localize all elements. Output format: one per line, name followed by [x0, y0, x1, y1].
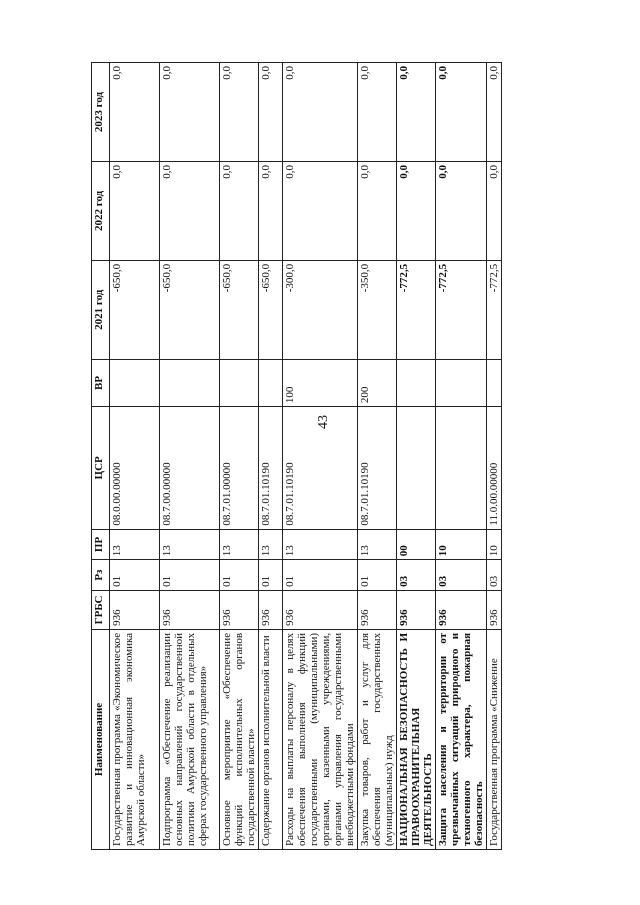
- cell-name: Государственная программа «Снижение: [487, 629, 502, 849]
- table-row: [487, 63, 502, 850]
- cell-vr: [397, 359, 436, 406]
- cell-y2021: -772,5: [487, 260, 502, 359]
- cell-rz: 01: [160, 560, 220, 591]
- cell-grbs: 936: [110, 590, 160, 629]
- cell-rz: 01: [220, 560, 259, 591]
- header-csr: ЦСР: [92, 407, 110, 530]
- cell-grbs: 936: [160, 590, 220, 629]
- cell-vr: [487, 359, 502, 406]
- cell-grbs: 936: [397, 590, 436, 629]
- cell-y2022: 0,0: [397, 161, 436, 260]
- cell-rz: 01: [283, 560, 358, 591]
- table-body: [110, 63, 502, 850]
- cell-y2023: 0,0: [436, 63, 487, 162]
- cell-name: Государственная программа «Экономическое развитие и инновационная экономика Амурской области»: [110, 629, 160, 849]
- cell-y2021: -772,5: [397, 260, 436, 359]
- cell-csr: 11.0.00.00000: [487, 407, 502, 530]
- cell-csr: 08.7.01.10190: [283, 407, 358, 530]
- cell-vr: [259, 359, 283, 406]
- cell-y2022: 0,0: [259, 161, 283, 260]
- cell-pr: 00: [397, 529, 436, 560]
- budget-table: [91, 62, 502, 850]
- header-vr: ВР: [92, 359, 110, 406]
- cell-grbs: 936: [283, 590, 358, 629]
- header-name: Наименование: [92, 629, 110, 849]
- cell-vr: 200: [358, 359, 397, 406]
- cell-rz: 01: [110, 560, 160, 591]
- cell-y2021: -650,0: [110, 260, 160, 359]
- cell-y2023: 0,0: [487, 63, 502, 162]
- cell-grbs: 936: [358, 590, 397, 629]
- cell-csr: 08.7.01.10190: [358, 407, 397, 530]
- table-row: [283, 63, 358, 850]
- cell-vr: 100: [283, 359, 358, 406]
- header-grbs: ГРБС: [92, 590, 110, 629]
- cell-y2023: 0,0: [220, 63, 259, 162]
- cell-y2022: 0,0: [436, 161, 487, 260]
- cell-name: Защита населения и территории от чрезвычайных ситуаций природного и техногенного характера, пожарная безопасность: [436, 629, 487, 849]
- cell-csr: [436, 407, 487, 530]
- cell-grbs: 936: [487, 590, 502, 629]
- cell-csr: 08.7.01.10190: [259, 407, 283, 530]
- cell-y2023: 0,0: [397, 63, 436, 162]
- cell-pr: 13: [259, 529, 283, 560]
- cell-pr: 10: [436, 529, 487, 560]
- rotated-page: [91, 62, 561, 850]
- cell-y2022: 0,0: [160, 161, 220, 260]
- header-2022: 2022 год: [92, 161, 110, 260]
- cell-rz: 01: [259, 560, 283, 591]
- cell-y2021: -772,5: [436, 260, 487, 359]
- cell-name: Содержание органов исполнительной власти: [259, 629, 283, 849]
- cell-pr: 13: [220, 529, 259, 560]
- cell-csr: 08.7.00.00000: [160, 407, 220, 530]
- cell-name: Подпрограмма «Обеспечение реализации основных направлений государственной политики Амурской области в отдельных сферах государственного управления»: [160, 629, 220, 849]
- cell-vr: [220, 359, 259, 406]
- cell-pr: 13: [160, 529, 220, 560]
- header-pr: ПР: [92, 529, 110, 560]
- cell-grbs: 936: [220, 590, 259, 629]
- cell-pr: 13: [283, 529, 358, 560]
- cell-y2023: 0,0: [358, 63, 397, 162]
- cell-rz: 03: [436, 560, 487, 591]
- table-row: [220, 63, 259, 850]
- cell-csr: 08.7.01.00000: [220, 407, 259, 530]
- cell-rz: 03: [397, 560, 436, 591]
- header-2023: 2023 год: [92, 63, 110, 162]
- cell-y2021: -650,0: [220, 260, 259, 359]
- header-rz: Рз: [92, 560, 110, 591]
- cell-y2023: 0,0: [110, 63, 160, 162]
- cell-pr: 13: [358, 529, 397, 560]
- cell-y2022: 0,0: [220, 161, 259, 260]
- table-header-row: [92, 63, 110, 850]
- cell-y2023: 0,0: [259, 63, 283, 162]
- header-2021: 2021 год: [92, 260, 110, 359]
- cell-y2023: 0,0: [283, 63, 358, 162]
- table-row: [160, 63, 220, 850]
- table-row: [397, 63, 436, 850]
- cell-grbs: 936: [259, 590, 283, 629]
- cell-y2022: 0,0: [110, 161, 160, 260]
- table-row: [259, 63, 283, 850]
- cell-rz: 03: [487, 560, 502, 591]
- cell-rz: 01: [358, 560, 397, 591]
- cell-csr: 08.0.00.00000: [110, 407, 160, 530]
- cell-y2021: -650,0: [160, 260, 220, 359]
- cell-y2021: -350,0: [358, 260, 397, 359]
- cell-y2021: -300,0: [283, 260, 358, 359]
- cell-pr: 10: [487, 529, 502, 560]
- cell-name: Расходы на выплаты персоналу в целях обеспечения выполнения функций государственными (муниципальными) органами, казенными учреждениями, органами управления государственными внебюджетными фондами: [283, 629, 358, 849]
- page-number: 43: [316, 415, 331, 429]
- cell-pr: 13: [110, 529, 160, 560]
- cell-y2022: 0,0: [487, 161, 502, 260]
- cell-grbs: 936: [436, 590, 487, 629]
- table-row: [358, 63, 397, 850]
- cell-name: Основное мероприятие «Обеспечение функций исполнительных органов государственной власти»: [220, 629, 259, 849]
- cell-y2021: -650,0: [259, 260, 283, 359]
- cell-name: Закупка товаров, работ и услуг для обеспечения государственных (муниципальных) нужд: [358, 629, 397, 849]
- table-row: [110, 63, 160, 850]
- cell-vr: [160, 359, 220, 406]
- cell-y2022: 0,0: [358, 161, 397, 260]
- cell-name: НАЦИОНАЛЬНАЯ БЕЗОПАСНОСТЬ И ПРАВООХРАНИТЕЛЬНАЯ ДЕЯТЕЛЬНОСТЬ: [397, 629, 436, 849]
- cell-y2022: 0,0: [283, 161, 358, 260]
- cell-csr: [397, 407, 436, 530]
- table-row: [436, 63, 487, 850]
- cell-vr: [436, 359, 487, 406]
- cell-y2023: 0,0: [160, 63, 220, 162]
- cell-vr: [110, 359, 160, 406]
